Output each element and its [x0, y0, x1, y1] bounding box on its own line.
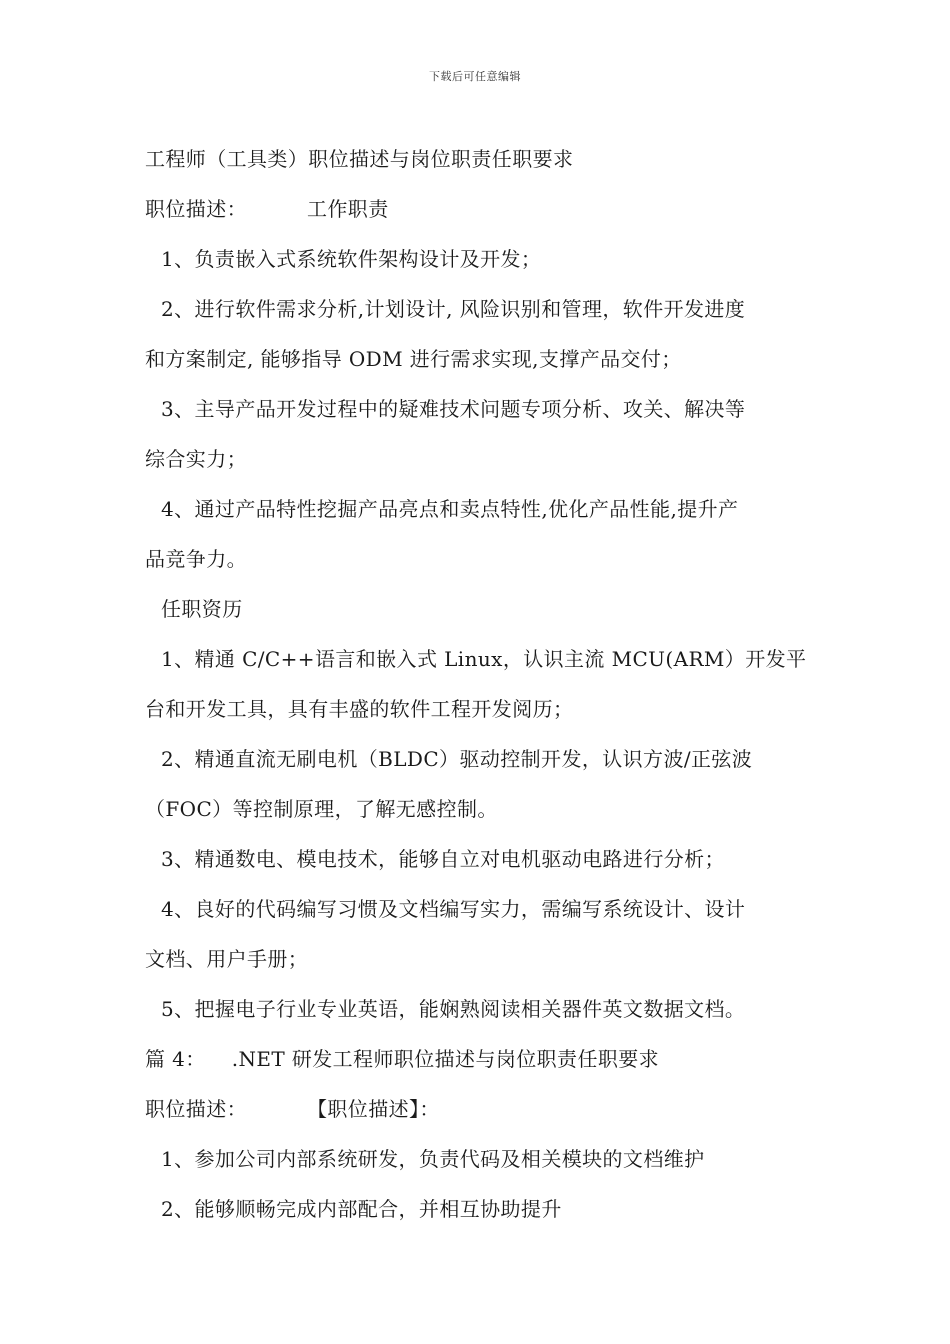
section-heading: 【职位描述】： [307, 1097, 440, 1121]
qualification-item: 3、精通数电、模电技术，能够自立对电机驱动电路进行分析； [161, 847, 725, 871]
duty-item-continuation: 综合实力； [145, 447, 247, 471]
qualification-item-continuation: 台和开发工具，具有丰盛的软件工程开发阅历； [145, 697, 574, 721]
qualifications-heading: 任职资历 [161, 597, 243, 621]
qualification-item: 5、把握电子行业专业英语，能娴熟阅读相关器件英文数据文档。 [161, 997, 746, 1021]
chapter-title: .NET 研发工程师职位描述与岗位职责任职要求 [231, 1047, 660, 1071]
qualification-item-continuation: （FOC）等控制原理，了解无感控制。 [145, 797, 498, 821]
chapter-title-row [145, 1034, 810, 1084]
document-title: 工程师（工具类）职位描述与岗位职责任职要求 [145, 147, 574, 171]
section-label-row [145, 1084, 810, 1134]
duty-item: 1、负责嵌入式系统软件架构设计及开发； [161, 247, 542, 271]
section-label: 职位描述： [145, 1097, 247, 1121]
chapter-label: 篇 4： [145, 1047, 206, 1071]
qualification-item: 1、精通 C/C++语言和嵌入式 Linux，认识主流 MCU(ARM）开发平 [161, 647, 807, 671]
qualification-item-continuation: 文档、用户手册； [145, 947, 309, 971]
section-heading: 工作职责 [307, 197, 389, 221]
duty-item: 2、进行软件需求分析,计划设计, 风险识别和管理，软件开发进度 [161, 297, 746, 321]
duty-item-continuation: 品竞争力。 [145, 547, 247, 571]
document-body [145, 134, 810, 1234]
duty-item: 4、通过产品特性挖掘产品亮点和卖点特性,优化产品性能,提升产 [161, 497, 739, 521]
duty-item: 2、能够顺畅完成内部配合，并相互协助提升 [161, 1197, 562, 1221]
qualification-item: 4、良好的代码编写习惯及文档编写实力，需编写系统设计、设计 [161, 897, 746, 921]
duty-item: 3、主导产品开发过程中的疑难技术问题专项分析、攻关、解决等 [161, 397, 746, 421]
qualification-item: 2、精通直流无刷电机（BLDC）驱动控制开发，认识方波/正弦波 [161, 747, 753, 771]
duty-item-continuation: 和方案制定, 能够指导 ODM 进行需求实现,支撑产品交付； [145, 347, 682, 371]
section-label: 职位描述： [145, 197, 247, 221]
section-label-row [145, 184, 810, 234]
page-header: 下载后可任意编辑 [429, 70, 521, 83]
duty-item: 1、参加公司内部系统研发，负责代码及相关模块的文档维护 [161, 1147, 705, 1171]
